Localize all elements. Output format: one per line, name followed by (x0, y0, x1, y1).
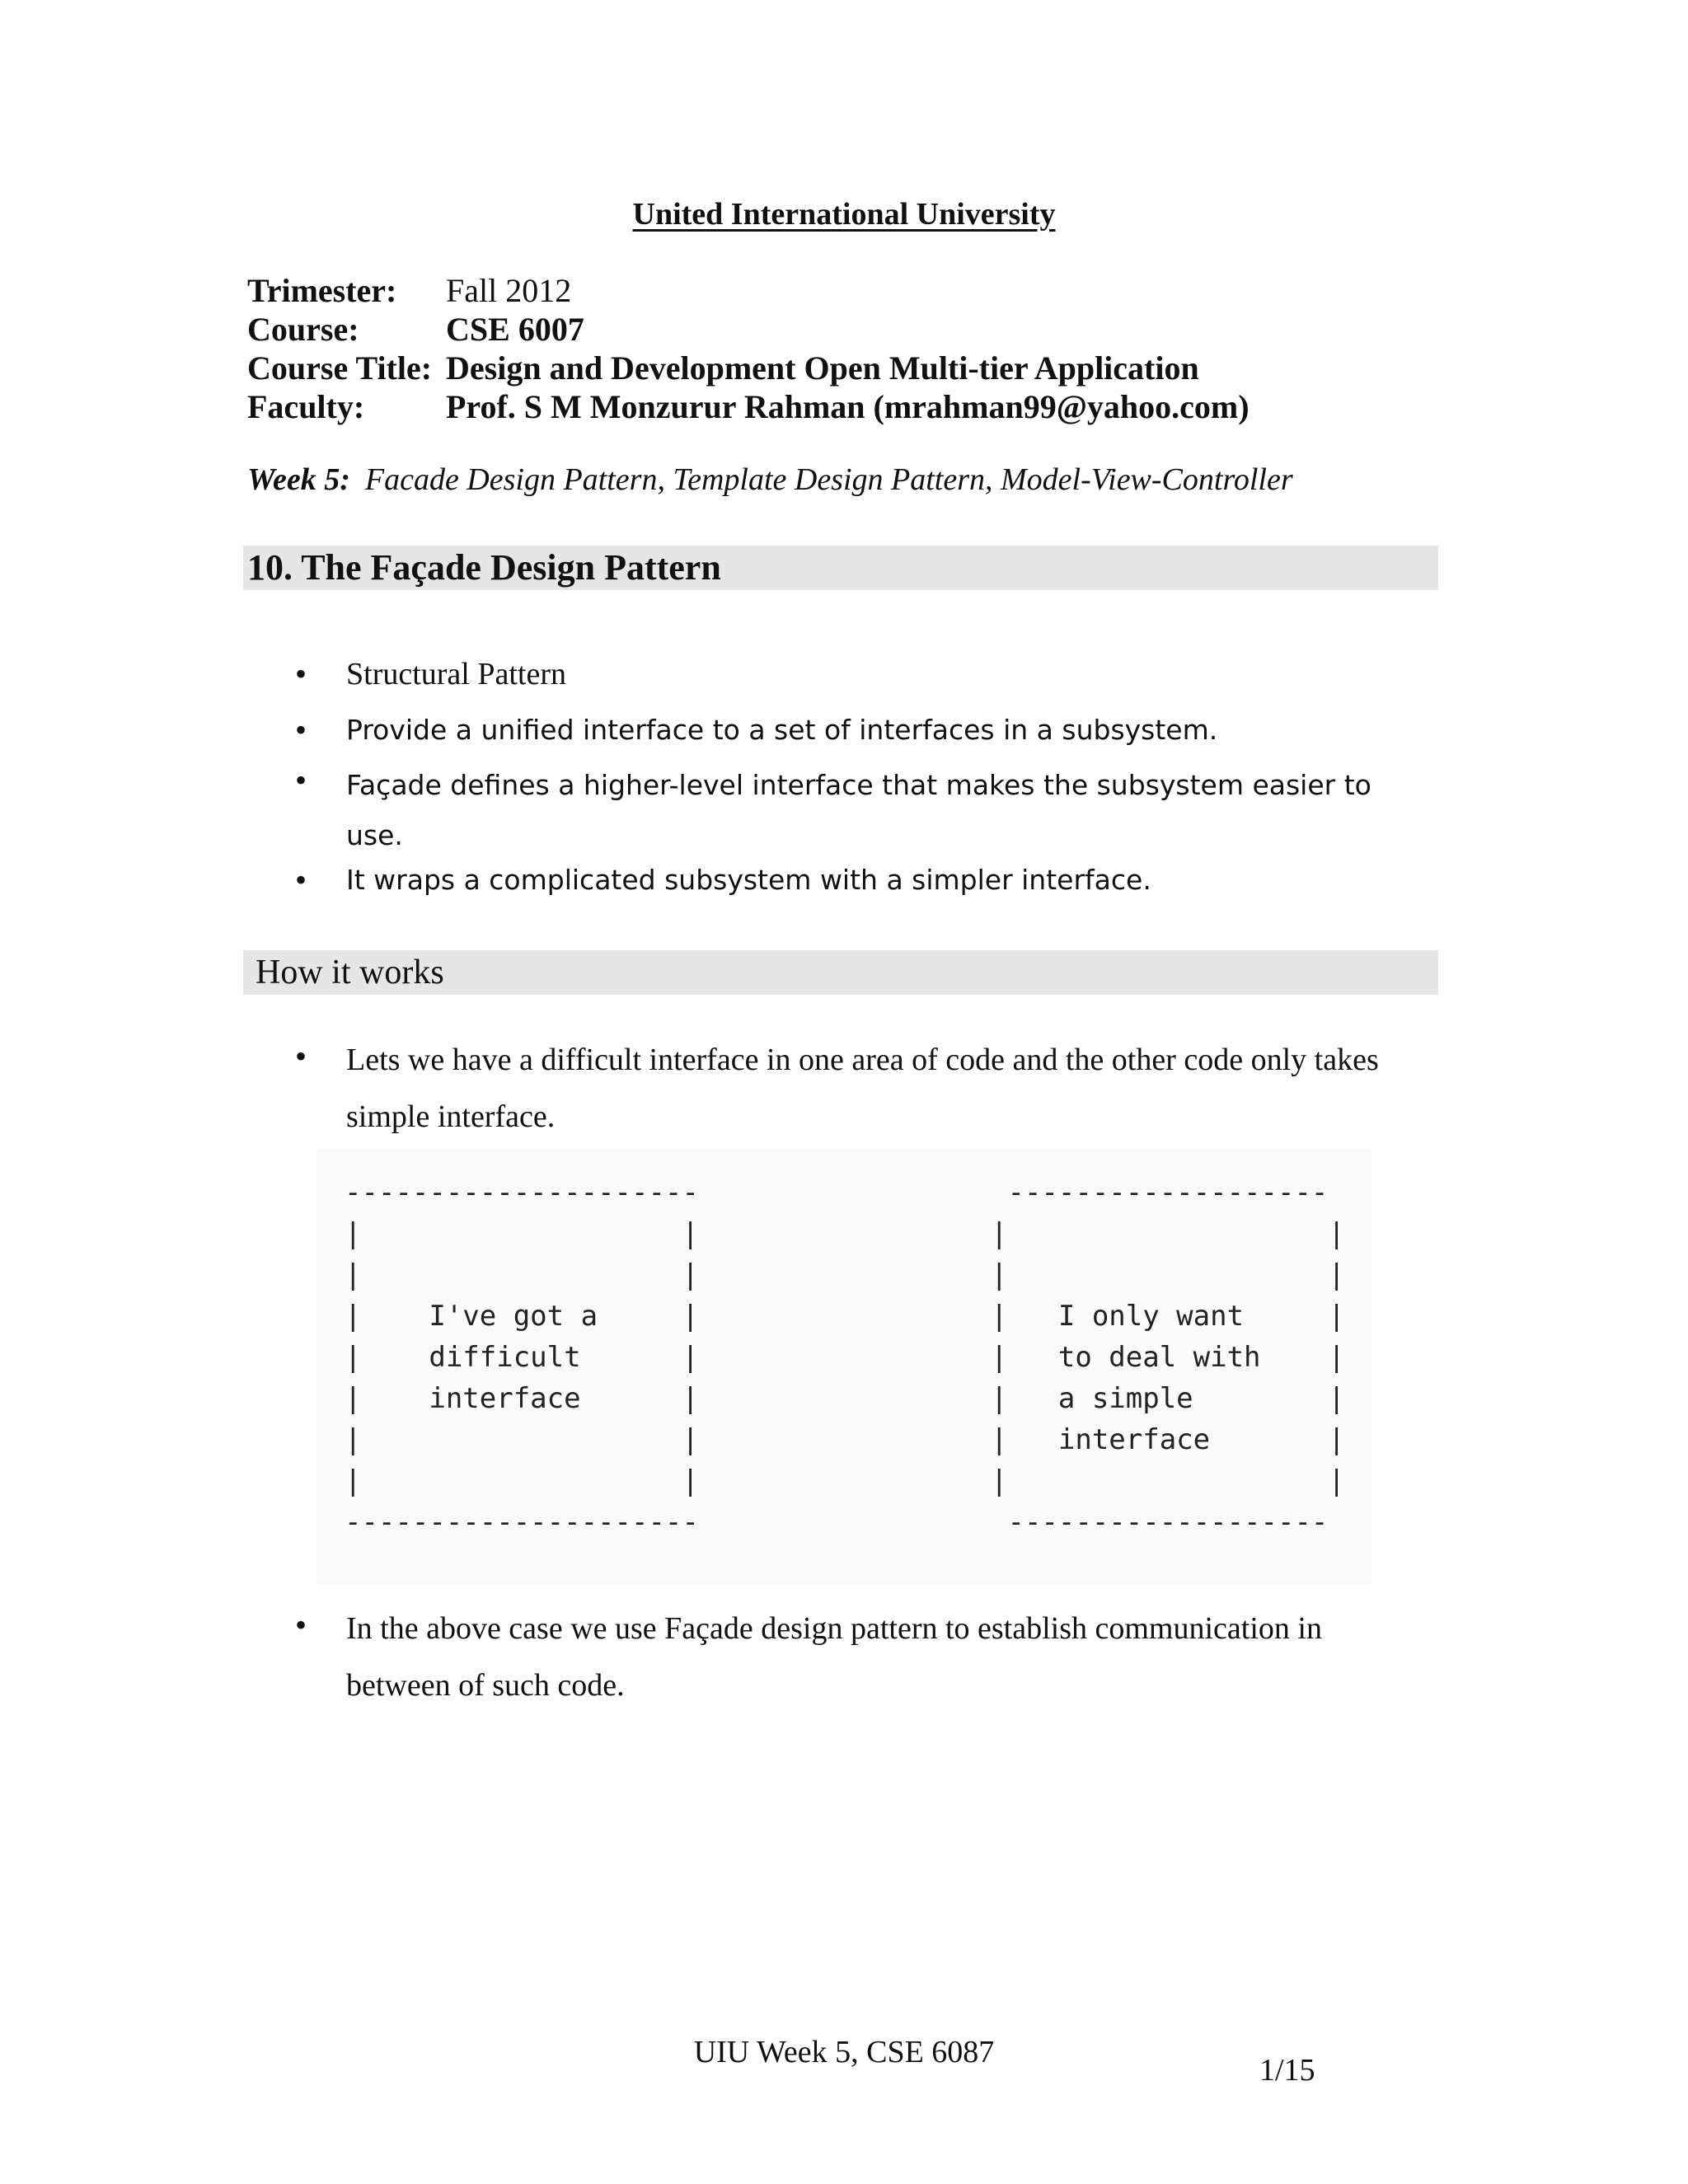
page-number: 1/15 (1259, 2053, 1315, 2088)
section-how-title: How it works (256, 954, 444, 991)
facade-bullet-1: Structural Pattern (346, 657, 566, 691)
how-bullet-1: Lets we have a difficult interface in one area of code and the other code only takes simple interface. (346, 1043, 1379, 1134)
week-label: Week 5: (247, 462, 350, 497)
facade-bullet-4: It wraps a complicated subsystem with a simpler interface. (346, 864, 1151, 896)
course-title-label: Course Title: (247, 349, 433, 387)
week-topics: Facade Design Pattern, Template Design Pattern, Model-View-Controller (364, 462, 1293, 497)
course-value: CSE 6007 (446, 311, 584, 348)
bullet-icon: • (295, 655, 307, 692)
week-line (247, 462, 1293, 498)
bullet-icon: • (295, 1038, 307, 1075)
course-title-value: Design and Development Open Multi-tier Application (446, 349, 1199, 387)
facade-bullet-2: Provide a unified interface to a set of interfaces in a subsystem. (346, 714, 1218, 746)
bullet-icon: • (295, 711, 307, 748)
trimester-label: Trimester: (247, 272, 397, 309)
bullet-icon: • (295, 762, 307, 799)
trimester-value: Fall 2012 (446, 272, 572, 309)
faculty-value: Prof. S M Monzurur Rahman (mrahman99@yahoo.com) (446, 388, 1250, 425)
footer-text: UIU Week 5, CSE 6087 (693, 2035, 995, 2069)
bullet-icon: • (295, 1606, 307, 1643)
bullet-icon: • (295, 861, 307, 898)
course-label: Course: (247, 311, 359, 348)
faculty-label: Faculty: (247, 388, 365, 425)
section-facade-title: 10. The Façade Design Pattern (247, 547, 721, 588)
difficult-interface-box: --------------------- | | | | | I've got a | | difficult | | interface | | | | | --------------------- (345, 1176, 699, 1539)
simple-interface-box: ------------------- | | | | | I only want | | to deal with | | a simple | | interface | | | ------------------- (991, 1176, 1345, 1539)
how-bullet-2: In the above case we use Façade design pattern to establish communication in between of such code. (346, 1611, 1322, 1703)
facade-bullet-3: Façade defines a higher-level interface that makes the subsystem easier to use. (346, 769, 1372, 851)
university-title: United International University (632, 197, 1056, 232)
